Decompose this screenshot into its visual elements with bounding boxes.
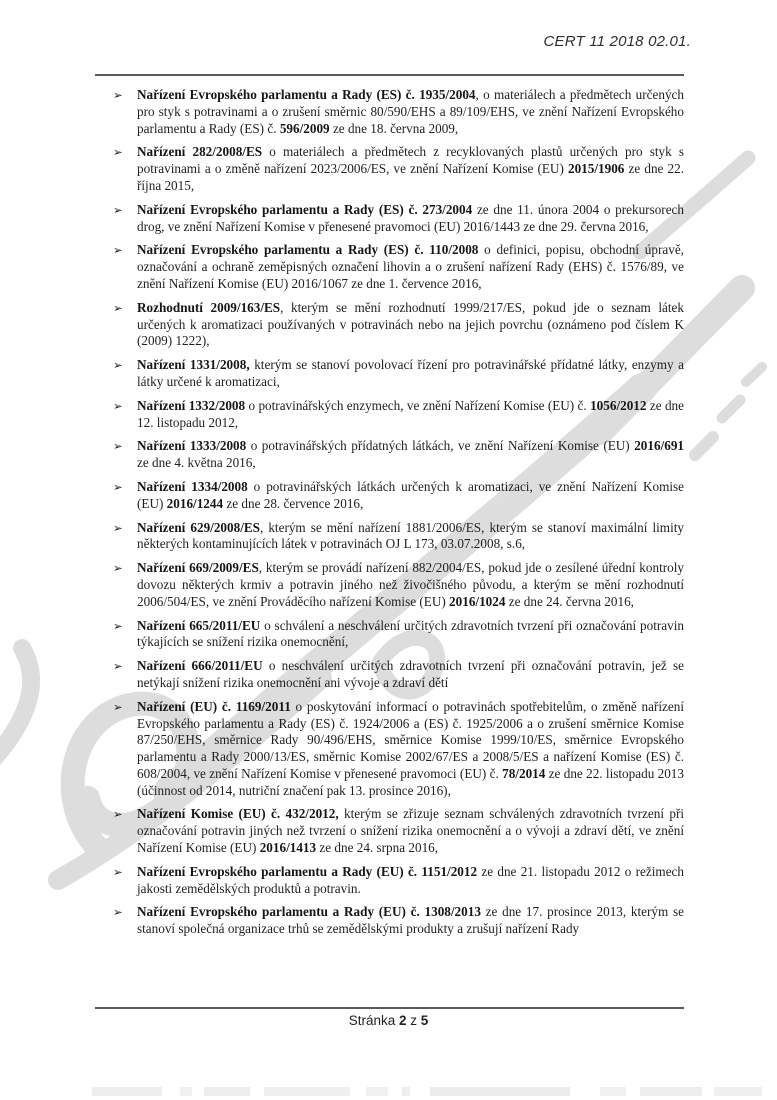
list-item-text: Nařízení Evropského parlamentu a Rady (ES) č. 1935/2004, o materiálech a předmětech určených pro styk s potravinami a o zrušení směrnic 80/590/EHS a 89/109/EHS, ve znění Nařízení Evropského parlamentu a Rady (ES) č. 596/2009 ze dne 18. června 2009, — [137, 87, 684, 136]
footer-separator: z — [406, 1013, 421, 1028]
list-item-text: Nařízení 1331/2008, kterým se stanoví povolovací řízení pro potravinářské přídatné látky, enzymy a látky určené k aromatizaci, — [137, 357, 684, 389]
arrow-bullet-icon: ➢ — [113, 699, 123, 714]
arrow-bullet-icon: ➢ — [113, 659, 123, 674]
list-item — [95, 438, 684, 472]
list-item — [95, 618, 684, 652]
arrow-bullet-icon: ➢ — [113, 807, 123, 822]
regulation-list — [95, 87, 684, 945]
list-item — [95, 87, 684, 137]
list-item-text: Nařízení 629/2008/ES, kterým se mění nařízení 1881/2006/ES, kterým se stanoví maximální limity některých kontaminujících látek v potravinách OJ L 173, 03.07.2008, s.6, — [137, 519, 684, 552]
list-item-text: Nařízení 669/2009/ES, kterým se provádí nařízení 882/2004/ES, pokud jde o zesílené úřední kontroly dovozu některých krmiv a potravin jiného než živočišného původu, a kterým se mění rozhodnutí 2006/504/ES, ve znění Prováděcího nařízení Komise (EU) 2016/1024 ze dne 24. června 2016, — [137, 560, 684, 609]
list-item-text: Nařízení Evropského parlamentu a Rady (EU) č. 1308/2013 ze dne 17. prosince 2013, kterým se stanoví společná organizace trhů se zemědělskými produkty a zrušují nařízení Rady — [137, 904, 684, 937]
arrow-bullet-icon: ➢ — [113, 905, 123, 920]
footer-total-pages: 5 — [420, 1013, 429, 1028]
list-item — [95, 904, 684, 938]
list-item — [95, 144, 684, 194]
list-item — [95, 300, 684, 350]
arrow-bullet-icon: ➢ — [113, 145, 123, 160]
arrow-bullet-icon: ➢ — [113, 300, 123, 315]
arrow-bullet-icon: ➢ — [113, 618, 123, 633]
list-item — [95, 479, 684, 513]
document-header-code: CERT 11 2018 02.01. — [543, 33, 691, 50]
arrow-bullet-icon: ➢ — [113, 202, 123, 217]
scan-artifact-band — [92, 1087, 762, 1096]
footer-rule — [95, 1007, 684, 1009]
list-item-text: Nařízení Evropského parlamentu a Rady (EU) č. 1151/2012 ze dne 21. listopadu 2012 o režimech jakosti zemědělských produktů a potravin. — [137, 863, 684, 896]
list-item — [95, 398, 684, 432]
list-item — [95, 864, 684, 898]
list-item — [95, 242, 684, 292]
list-item-text: Nařízení 1332/2008 o potravinářských enzymech, ve znění Nařízení Komise (EU) č. 1056/2012 ze dne 12. listopadu 2012, — [137, 397, 684, 430]
list-item-text: Nařízení (EU) č. 1169/2011 o poskytování informací o potravinách spotřebitelům, o změně nařízení Evropského parlamentu a Rady (ES) č. 1924/2006 a (ES) č. 1925/2006 a o zrušení směrnice Komise 87/250/EHS, směrnice Rady 90/496/EHS, směrnice Komise 1999/10/ES, směrnice Evropského parlamentu a Rady 2000/13/ES, směrnic Komise 2002/67/ES a 2008/5/ES a nařízení Komise (ES) č. 608/2004, ve znění Nařízení Komise v přenesené pravomoci (EU) č. 78/2014 ze dne 22. listopadu 2013 (účinnost od 2014, nutriční značení pak 13. prosince 2016), — [137, 698, 684, 798]
list-item — [95, 520, 684, 554]
list-item — [95, 560, 684, 610]
list-item — [95, 357, 684, 391]
arrow-bullet-icon: ➢ — [113, 520, 123, 535]
arrow-bullet-icon: ➢ — [113, 439, 123, 454]
list-item-text: Nařízení Komise (EU) č. 432/2012, kterým se zřizuje seznam schválených zdravotních tvrzení při označování potravin jiných než tvrzení o snížení rizika onemocnění a o vývoji a zdraví dětí, ve znění Nařízení Komise (EU) 2016/1413 ze dne 24. srpna 2016, — [137, 806, 684, 856]
list-item-text: Nařízení 666/2011/EU o neschválení určitých zdravotních tvrzení při označování potravin, jež se netýkají snížení rizika onemocnění ani vývoje a zdraví dětí — [137, 658, 684, 690]
arrow-bullet-icon: ➢ — [113, 561, 123, 576]
footer-page-number: 2 — [398, 1013, 407, 1028]
list-item-text: Nařízení 282/2008/ES o materiálech a předmětech z recyklovaných plastů určených pro styk s potravinami a o změně nařízení 2023/2006/ES, ve znění Nařízení Komise (EU) 2015/1906 ze dne 22. října 2015, — [137, 144, 684, 193]
header-rule — [95, 74, 684, 76]
footer-prefix: Stránka — [348, 1013, 399, 1028]
list-item-text: Nařízení 1333/2008 o potravinářských přídatných látkách, ve znění Nařízení Komise (EU) 2016/691 ze dne 4. května 2016, — [137, 438, 685, 471]
arrow-bullet-icon: ➢ — [113, 88, 123, 102]
page-number-footer — [0, 1013, 777, 1028]
list-item — [95, 658, 684, 692]
list-item-text: Nařízení Evropského parlamentu a Rady (ES) č. 110/2008 o definici, popisu, obchodní úpravě, označování a ochraně zeměpisných označení lihovin a o zrušení nařízení Rady (EHS) č. 1576/89, ve znění Nařízení Komise (EU) 2016/1067 ze dne 1. července 2016, — [137, 242, 684, 291]
arrow-bullet-icon: ➢ — [113, 864, 123, 879]
list-item-text: Rozhodnutí 2009/163/ES, kterým se mění rozhodnutí 1999/217/ES, pokud jde o seznam látek určených k aromatizaci používaných v potravinách nebo na jejich povrchu (oznámeno pod číslem K (2009) 1222), — [137, 299, 685, 349]
arrow-bullet-icon: ➢ — [113, 243, 123, 258]
list-item-text: Nařízení Evropského parlamentu a Rady (ES) č. 273/2004 ze dne 11. února 2004 o prekursorech drog, ve znění Nařízení Komise v přenesené pravomoci (EU) 2016/1443 ze dne 29. června 2016, — [137, 201, 684, 234]
list-item — [95, 806, 684, 856]
list-item-text: Nařízení 1334/2008 o potravinářských látkách určených k aromatizaci, ve znění Nařízení Komise (EU) 2016/1244 ze dne 28. července 2016, — [137, 478, 684, 511]
arrow-bullet-icon: ➢ — [113, 479, 123, 494]
list-item — [95, 699, 684, 800]
arrow-bullet-icon: ➢ — [113, 398, 123, 413]
list-item-text: Nařízení 665/2011/EU o schválení a neschválení určitých zdravotních tvrzení při označování potravin týkajících se snížení rizika onemocnění, — [137, 617, 684, 650]
arrow-bullet-icon: ➢ — [113, 358, 123, 373]
list-item — [95, 202, 684, 236]
